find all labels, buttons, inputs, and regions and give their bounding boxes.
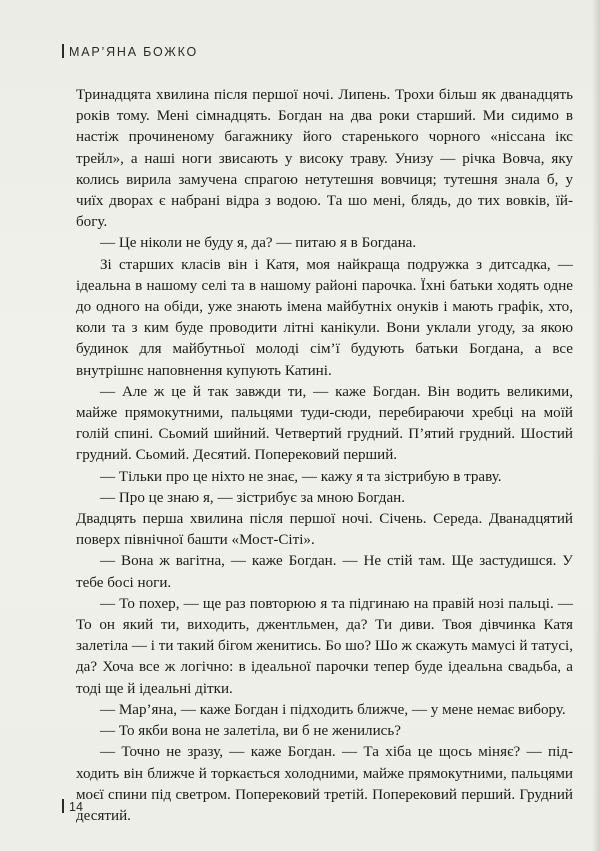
page-number <box>62 799 83 814</box>
author-name: МАР’ЯНА БОЖКО <box>69 45 199 59</box>
paragraph: — То якби вона не залетіла, ви б не женились? <box>100 723 401 740</box>
paragraph: Тринадцята хвилина після першої ночі. Липень. Трохи більш як дванадцять років тому. Мені сімнадцять. Богдан на два роки старший. Ми сидимо в настіж прочиненому багажнику його старенького чорного «ніссана ікс трейл», а наші ноги звисають у високу траву. Унизу — річка Вовча, яку колись вирила замучена спрагою нетутешня вовчиця; тутешня знала б, у чиїх дворах є набрані відра з водою. Та шо мені, блядь, до тих вовків, їй-богу. <box>76 87 573 231</box>
running-head-bracket <box>62 44 64 58</box>
folio-bracket <box>62 799 64 813</box>
paragraph: — Це ніколи не буду я, да? — питаю я в Богдана. <box>100 235 417 252</box>
page-number-value: 14 <box>69 800 83 814</box>
paragraph: — Але ж це й так завжди ти, — каже Богдан. Він водить великими, майже прямокутними, пальцями туди-сюди, перебираючи хребці на моїй голій спині. Сьомий шийний. Четвертий грудний. П’ятий грудний. Шостий грудний. Сьомий. Десятий. Поперековий перший. <box>76 383 573 464</box>
paragraph: — Тільки про це ніхто не знає, — кажу я та зістрибую в траву. <box>100 468 502 485</box>
paragraph: — Про це знаю я, — зістрибує за мною Богдан. <box>100 489 406 506</box>
paragraph: Двадцять перша хвилина після першої ночі. Січень. Середа. Дванадцятий поверх північної башти «Мост-Сіті». <box>76 511 573 549</box>
paragraph: Зі старших класів він і Катя, моя найкраща подружка з дитсадка, — ідеальна в нашому селі та в нашому районі парочка. Їхні батьки ходять одне до одного на обіди, уже знають імена майбутніх онуків і мають графік, хто, коли та з ким буде проводити літні канікули. Вони уклали угоду, за якою будинок для майбутньої молоді сім’ї будують батьки Богдана, а все внутрішнє наповнення купують Катині. <box>76 256 573 379</box>
paragraph: — Вона ж вагітна, — каже Богдан. — Не стій там. Ще застудишся. У тебе босі ноги. <box>76 553 573 591</box>
running-head <box>62 44 198 59</box>
paragraph: — Мар’яна, — каже Богдан і підходить ближче, — у мене немає вибору. <box>100 701 566 718</box>
paragraph: — То похер, — ще раз повторюю я та підгинаю на правій нозі пальці. — То он який ти, виходить, джентльмен, да? Ти диви. Твоя дівчинка Катя залетіла — і ти такий бігом женитись. Бо шо? Шо ж скажуть мамусі й татусі, да? Хоча все ж логічно: в ідеальної парочки тепер буде ідеальна свадьба, а тоді ще й ідеальні дітки. <box>76 595 573 697</box>
body-text <box>76 85 573 827</box>
paragraph: — Точно не зразу, — каже Богдан. — Та хіба це щось міняє? — підходить він ближче й торкається холодними, майже прямокутними, пальцями моєї спини під светром. Поперековий третій. Поперековий перший. Грудний десятий. <box>76 744 573 824</box>
